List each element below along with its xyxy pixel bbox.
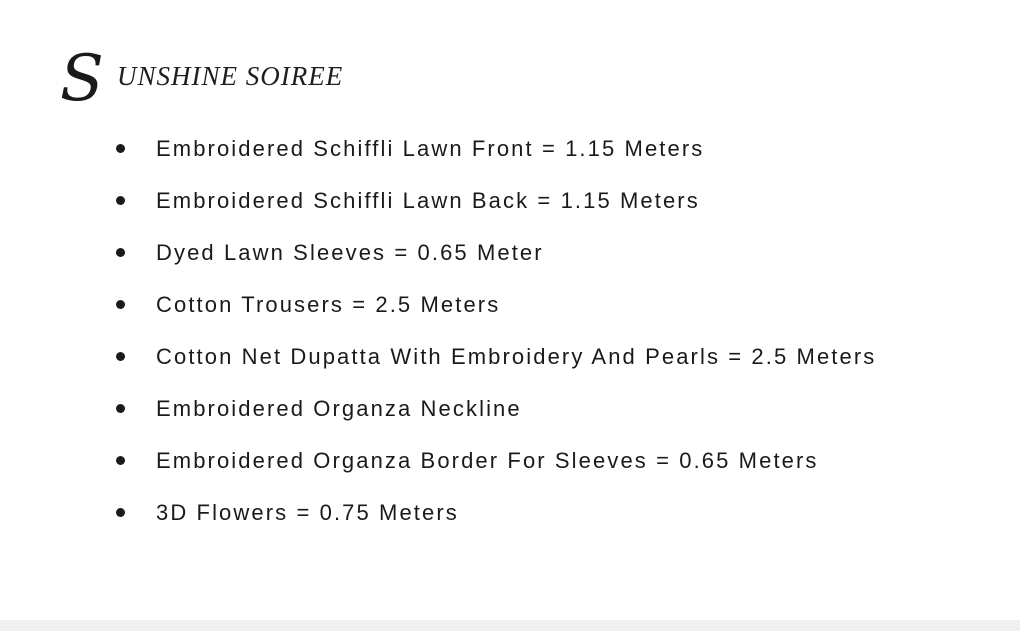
bullet-icon	[116, 196, 125, 205]
list-item-text: Cotton Net Dupatta With Embroidery And Pearls = 2.5 Meters	[156, 344, 877, 369]
bullet-icon	[116, 144, 125, 153]
list-item-text: Embroidered Organza Neckline	[156, 396, 522, 421]
title-text: UNSHINE SOIREE	[117, 61, 344, 91]
title-drop-cap: S	[60, 42, 104, 116]
list-item-text: Embroidered Organza Border For Sleeves = 0.65 Meters	[156, 448, 819, 473]
bullet-icon	[116, 456, 125, 465]
bullet-icon	[116, 508, 125, 517]
list-item-text: Cotton Trousers = 2.5 Meters	[156, 292, 501, 317]
bullet-icon	[116, 300, 125, 309]
list-item-text: Embroidered Schiffli Lawn Front = 1.15 Meters	[156, 136, 705, 161]
list-item-text: Embroidered Schiffli Lawn Back = 1.15 Meters	[156, 188, 700, 213]
footer-strip	[0, 620, 1020, 631]
list-item-text: Dyed Lawn Sleeves = 0.65 Meter	[156, 240, 544, 265]
bullet-icon	[116, 404, 125, 413]
bullet-icon	[116, 248, 125, 257]
list-item-text: 3D Flowers = 0.75 Meters	[156, 500, 459, 525]
bullet-icon	[116, 352, 125, 361]
